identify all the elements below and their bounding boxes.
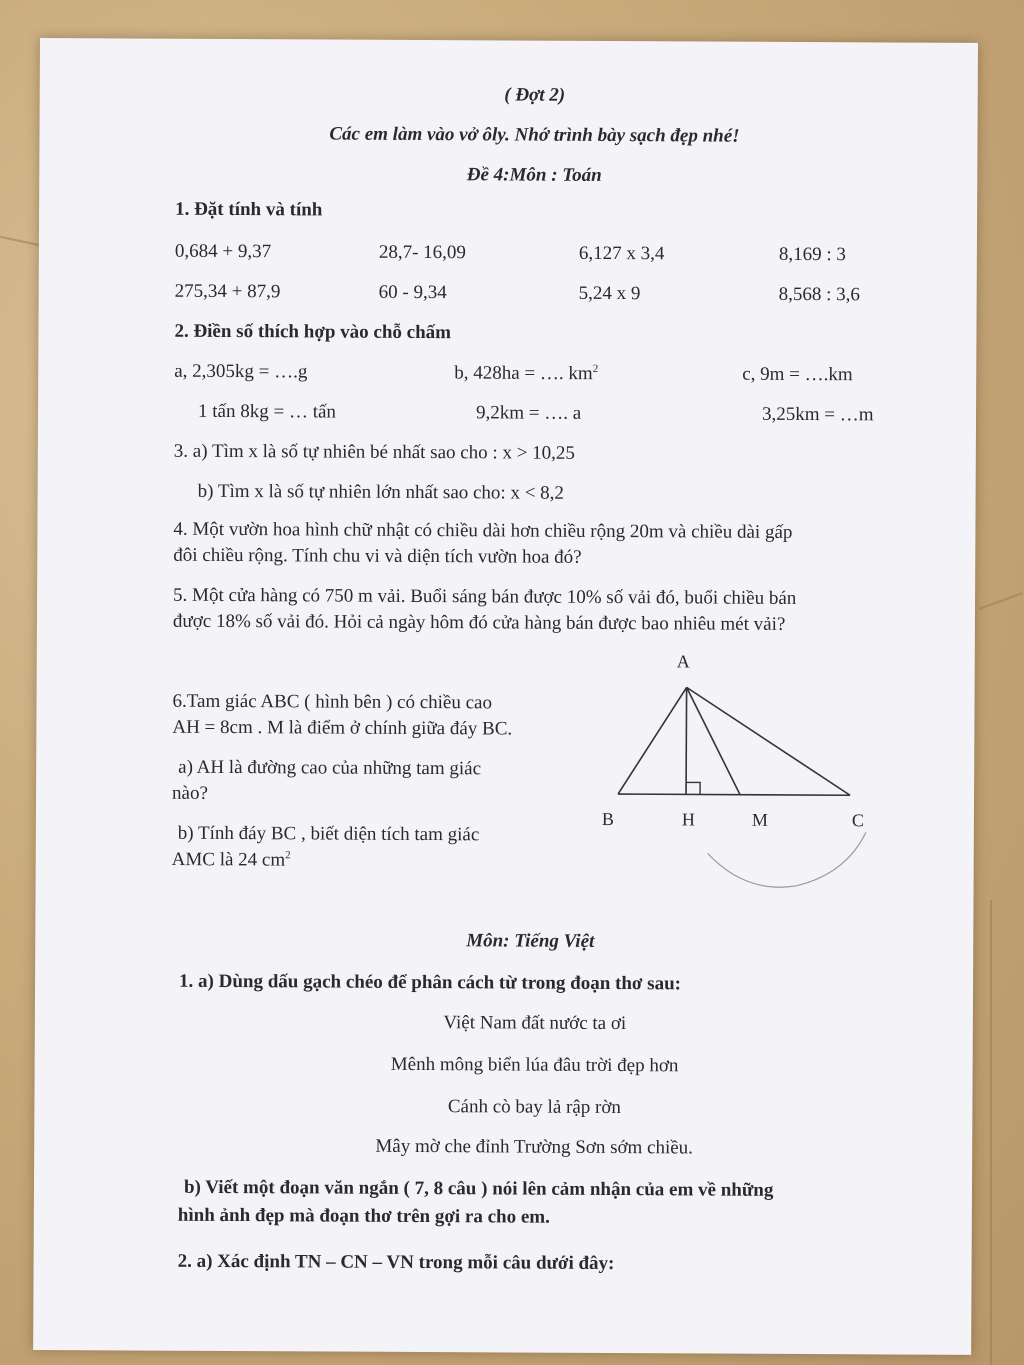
q2-item-a: a, 2,305kg = ….g <box>174 360 308 383</box>
side-ab <box>618 687 687 794</box>
q1-title: 1. Đặt tính và tính <box>175 198 323 221</box>
side-ac <box>686 687 851 795</box>
vietnamese-subject-title: Môn: Tiếng Việt <box>466 930 595 952</box>
q2-item-e: 9,2km = …. a <box>475 402 582 424</box>
q6-b-line2-sup: 2 <box>285 849 291 862</box>
worksheet-paper <box>33 38 978 1355</box>
q1-item: 8,568 : 3,6 <box>778 283 861 306</box>
q4-line1: 4. Một vườn hoa hình chữ nhật có chiều dài hơn chiều rộng 20m và chiều dài gấp <box>173 518 793 543</box>
floor-tile-seam <box>0 236 40 246</box>
q6-line2: AH = 8cm . M là điểm ở chính giữa đáy BC. <box>172 716 513 740</box>
tv-q2-a: 2. a) Xác định TN – CN – VN trong mỗi câu dưới đây: <box>177 1250 615 1275</box>
q1-item: 0,684 + 9,37 <box>174 240 272 263</box>
q6-a-line2: nào? <box>171 782 208 804</box>
median-am <box>686 687 741 794</box>
poem-line: Việt Nam đất nước ta ơi <box>443 1012 627 1035</box>
q1-item: 28,7- 16,09 <box>378 241 467 264</box>
tv-q1-a: 1. a) Dùng dấu gạch chéo để phân cách từ trong đoạn thơ sau: <box>179 970 682 995</box>
altitude-ah <box>686 687 687 794</box>
instruction-line: Các em làm vào vở ôly. Nhớ trình bày sạch đẹp nhé! <box>329 123 740 147</box>
q1-item: 5,24 x 9 <box>578 282 641 305</box>
math-subject-title: Đề 4:Môn : Toán <box>466 164 602 186</box>
q4-line2: đôi chiều rộng. Tính chu vi và diện tích vườn hoa đó? <box>173 544 582 568</box>
q5-line2: được 18% số vải đó. Hỏi cả ngày hôm đó cửa hàng bán được bao nhiêu mét vải? <box>172 610 786 635</box>
tv-q1-b-line2: hình ảnh đẹp mà đoạn thơ trên gợi ra cho em. <box>177 1204 550 1228</box>
q3-b: b) Tìm x là số tự nhiên lớn nhất sao cho: x < 8,2 <box>197 480 565 504</box>
q1-item: 8,169 : 3 <box>778 243 846 266</box>
tv-q1-b-line1: b) Viết một đoạn văn ngắn ( 7, 8 câu ) nói lên cảm nhận của em về những <box>183 1176 774 1201</box>
q6-a-line1: a) AH là đường cao của những tam giác <box>178 756 482 780</box>
q6-line1: 6.Tam giác ABC ( hình bên ) có chiều cao <box>172 690 493 714</box>
q5-line1: 5. Một cửa hàng có 750 m vải. Buổi sáng bán được 10% số vải đó, buổi chiều bán <box>173 584 797 609</box>
floor-tile-seam <box>979 592 1023 610</box>
side-bc <box>618 794 850 795</box>
round-label: ( Đợt 2) <box>504 84 566 106</box>
poem-line: Mây mờ che đỉnh Trường Sơn sớm chiều. <box>375 1135 694 1159</box>
q1-item: 60 - 9,34 <box>378 281 447 304</box>
label-m: M <box>751 809 768 830</box>
floor-tile-seam <box>990 900 992 1365</box>
q1-item: 275,34 + 87,9 <box>174 280 281 303</box>
q2-item-d: 1 tấn 8kg = … tấn <box>197 400 336 423</box>
triangle-figure <box>595 641 896 903</box>
q1-item: 6,127 x 3,4 <box>578 242 665 265</box>
q6-b-line1: b) Tính đáy BC , biết diện tích tam giác <box>177 822 480 846</box>
q2-item-c: c, 9m = ….km <box>742 363 853 386</box>
label-h: H <box>681 809 695 830</box>
right-angle-mark <box>686 782 700 794</box>
poem-line: Mênh mông biển lúa đâu trời đẹp hơn <box>390 1053 679 1077</box>
q2-item-b-text: b, 428ha = …. km <box>454 362 593 385</box>
q2-item-b-sup: 2 <box>592 362 599 375</box>
q6-b-line2 <box>172 849 291 872</box>
pencil-arc <box>708 832 866 888</box>
q6-b-line2-text: AMC là 24 cm <box>171 849 286 871</box>
label-b: B <box>601 808 614 830</box>
q2-item-f: 3,25km = …m <box>761 403 874 426</box>
q3-a: 3. a) Tìm x là số tự nhiên bé nhất sao cho : x > 10,25 <box>173 440 576 464</box>
q2-title: 2. Điền số thích hợp vào chỗ chấm <box>174 320 452 344</box>
poem-line: Cánh cò bay lả rập rờn <box>447 1096 621 1119</box>
label-a: A <box>676 651 690 672</box>
label-c: C <box>851 810 864 831</box>
q2-item-b <box>454 362 598 385</box>
